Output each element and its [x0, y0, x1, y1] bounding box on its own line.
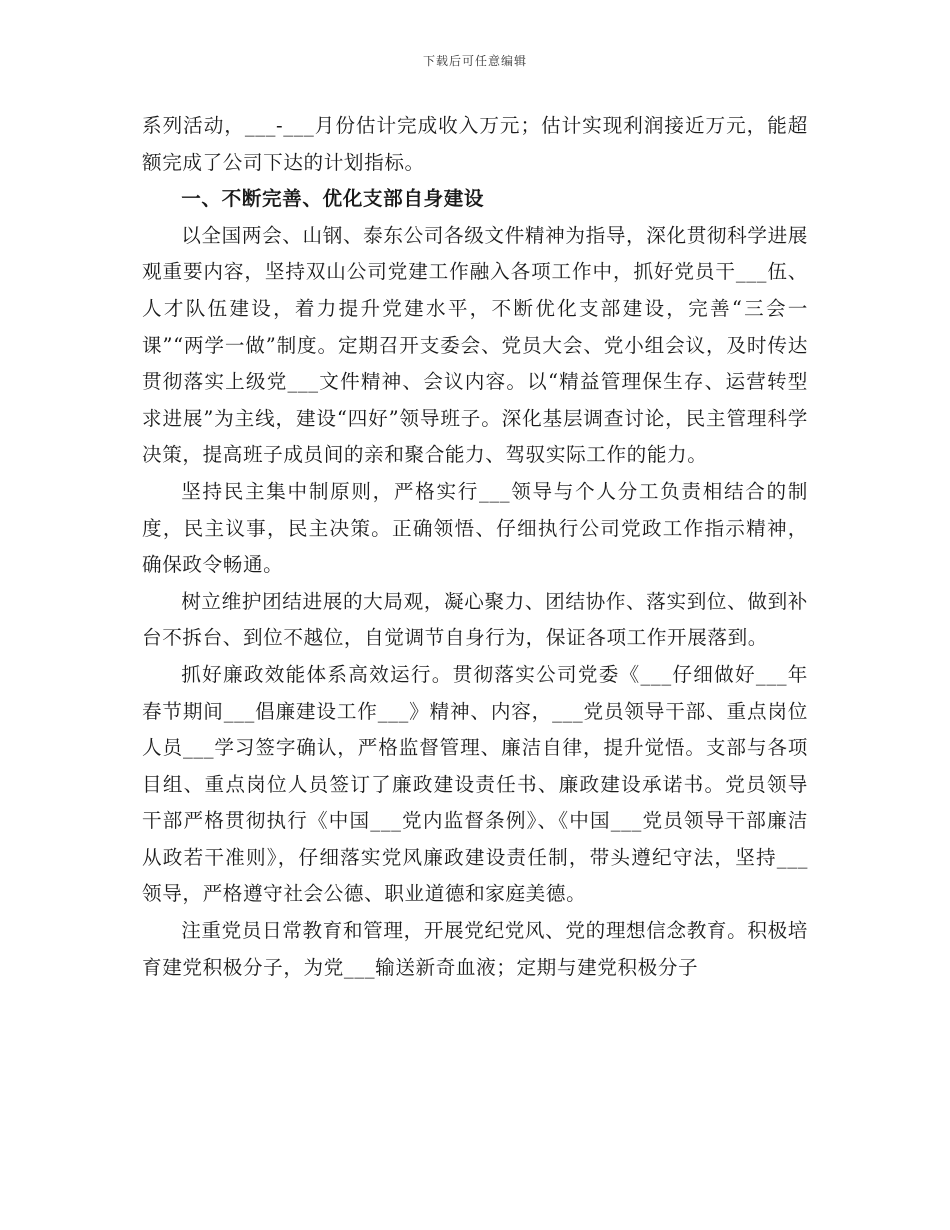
paragraph-democratic-centralism: 坚持民主集中制原则，严格实行___领导与个人分工负责相结合的制度，民主议事，民主决策。正确领悟、仔细执行公司党政工作指示精神，确保政令畅通。 — [142, 479, 808, 577]
section-heading: 一、不断完善、优化支部自身建设 — [181, 187, 485, 211]
paragraph-unity: 树立维护团结进展的大局观，凝心聚力、团结协作、落实到位、做到补台不拆台、到位不越位，自觉调节自身行为，保证各项工作开展落到。 — [142, 589, 808, 650]
paragraph-integrity: 抓好廉政效能体系高效运行。贯彻落实公司党委《___仔细做好___年春节期间___倡廉建设工作___》精神、内容，___党员领导干部、重点岗位人员___学习签字确认，严格监督管理、廉洁自律，提升觉悟。支部与各项目组、重点岗位人员签订了廉政建设责任书、廉政建设承诺书。党员领导干部严格贯彻执行《中国___党内监督条例》、《中国___党员领导干部廉洁从政若干准则》，仔细落实党风廉政建设责任制，带头遵纪守法，坚持___领导，严格遵守社会公德、职业道德和家庭美德。 — [142, 662, 808, 906]
paragraph-member-education: 注重党员日常教育和管理，开展党纪党风、党的理想信念教育。积极培育建党积极分子，为党___输送新奇血液；定期与建党积极分子 — [142, 919, 808, 979]
paragraph-branch-building: 以全国两会、山钢、泰东公司各级文件精神为指导，深化贯彻科学进展观重要内容，坚持双山公司党建工作融入各项工作中，抓好党员干___伍、人才队伍建设，着力提升党建水平，不断优化支部建设，完善“三会一课”“两学一做”制度。定期召开支委会、党员大会、党小组会议，及时传达贯彻落实上级党___文件精神、会议内容。以“精益管理保生存、运营转型求进展”为主线，建设“四好”领导班子。深化基层调查讨论，民主管理科学决策，提高班子成员间的亲和聚合能力、驾驭实际工作的能力。 — [142, 223, 808, 467]
paragraph-continuation: 系列活动，___-___月份估计完成收入万元；估计实现利润接近万元，能超额完成了公司下达的计划指标。 — [142, 114, 808, 174]
page-header-note: 下载后可任意编辑 — [422, 54, 527, 68]
document-body — [142, 108, 808, 986]
